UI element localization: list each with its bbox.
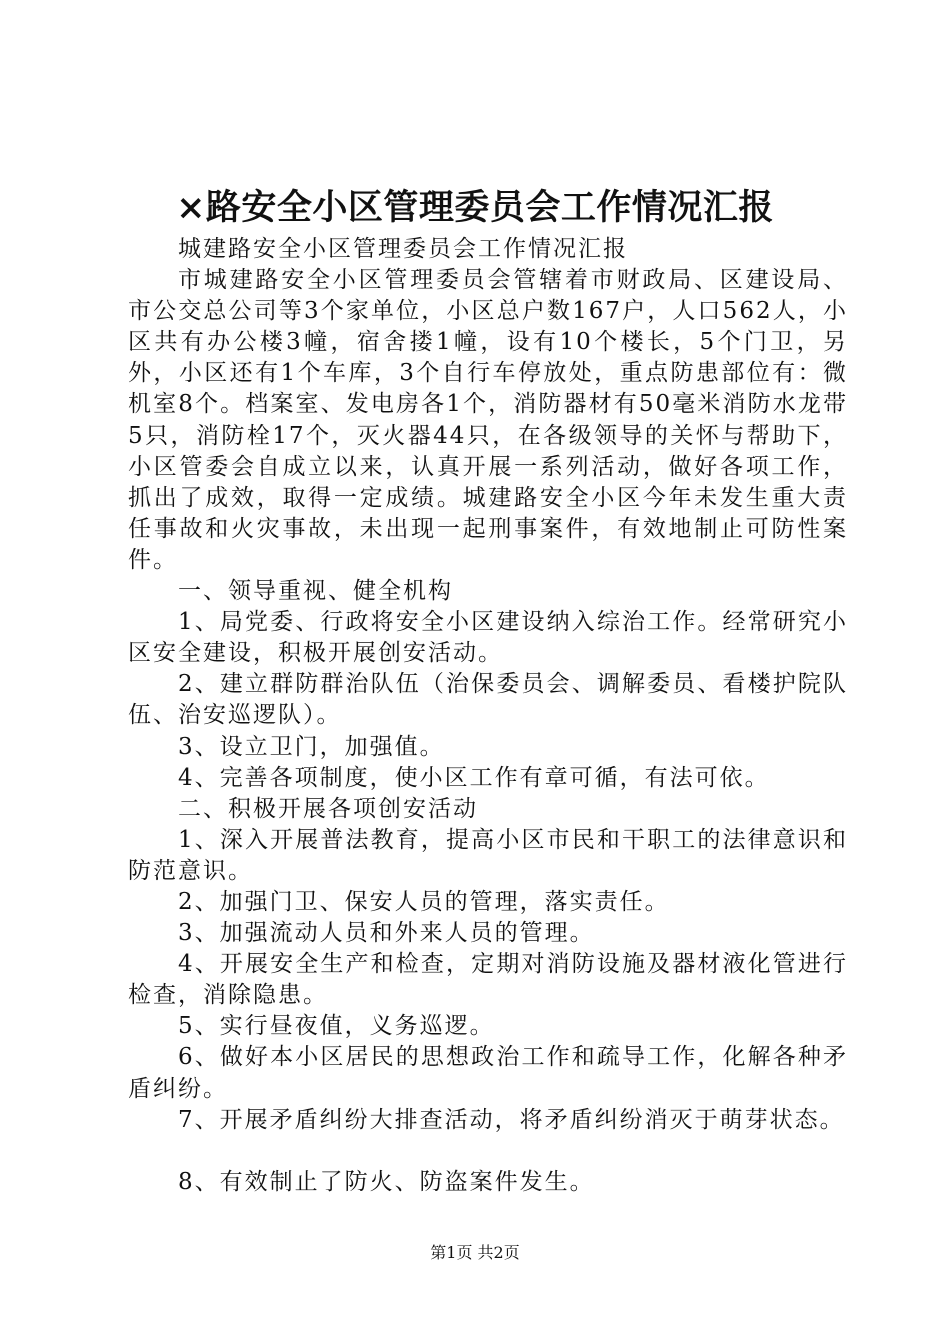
section-heading-1: 一、领导重视、健全机构	[178, 578, 453, 605]
list-item: 1、局党委、行政将安全小区建设纳入综治工作。经常研究小区安全建设，积极开展创安活动。	[128, 609, 848, 667]
section-heading-2: 二、积极开展各项创安活动	[178, 795, 478, 822]
list-item: 4、完善各项制度，使小区工作有章可循，有法可依。	[178, 764, 770, 791]
list-item: 2、建立群防群治队伍（治保委员会、调解委员、看楼护院队伍、治安巡逻队）。	[128, 671, 848, 729]
list-item: 5、实行昼夜值，义务巡逻。	[178, 1013, 495, 1040]
list-item: 8、有效制止了防火、防盗案件发生。	[178, 1168, 595, 1195]
list-item: 7、开展矛盾纠纷大排查活动，将矛盾纠纷消灭于萌芽状态。	[178, 1106, 845, 1133]
paragraph-overview: 市城建路安全小区管理委员会管辖着市财政局、区建设局、市公交总公司等3个家单位，小区总户数167户，人口562人，小区共有办公楼3幢，宿舍搂1幢，设有10个楼长，5个门卫，另外，小区还有1个车库，3个自行车停放处，重点防患部位有：微机室8个。档案室、发电房各1个，消防器材有50毫米消防水龙带5只，消防栓17个，灭火器44只，在各级领导的关怀与帮助下，小区管委会自成立以来，认真开展一系列活动，做好各项工作，抓出了成效，取得一定成绩。城建路安全小区今年未发生重大责任事故和火灾事故，未出现一起刑事案件，有效地制止可防性案件。	[128, 267, 848, 573]
document-title: ×路安全小区管理委员会工作情况汇报	[176, 187, 774, 228]
document-body	[128, 234, 848, 1198]
list-item: 2、加强门卫、保安人员的管理，落实责任。	[178, 888, 670, 915]
list-item: 3、设立卫门，加强值。	[178, 733, 445, 760]
list-item: 1、深入开展普法教育，提高小区市民和干职工的法律意识和防范意识。	[128, 826, 848, 884]
list-item: 4、开展安全生产和检查，定期对消防设施及器材液化管进行检查，消除隐患。	[128, 951, 848, 1009]
list-item: 6、做好本小区居民的思想政治工作和疏导工作，化解各种矛盾纠纷。	[128, 1044, 848, 1102]
list-item: 3、加强流动人员和外来人员的管理。	[178, 920, 595, 947]
page-number-footer: 第1页 共2页	[430, 1243, 520, 1262]
paragraph-subtitle: 城建路安全小区管理委员会工作情况汇报	[178, 236, 628, 262]
